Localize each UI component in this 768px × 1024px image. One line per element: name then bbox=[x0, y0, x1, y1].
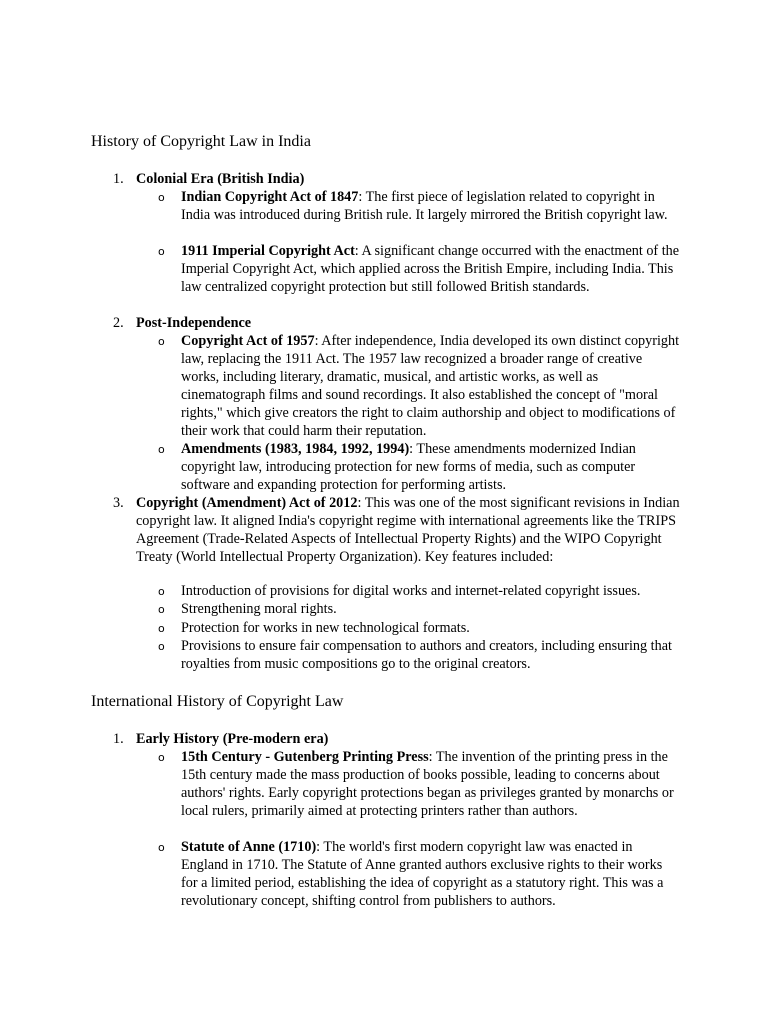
bullet-circle-icon: o bbox=[158, 585, 165, 598]
sub-item-bold: 1911 Imperial Copyright Act bbox=[181, 243, 355, 259]
list-item-title bbox=[136, 730, 681, 748]
sub-item-bold: Amendments (1983, 1984, 1992, 1994) bbox=[181, 441, 410, 457]
sub-item-text: : The world's first modern copyright law was enacted in England in 1710. The Statute of Anne granted authors exclusive rights to their works for a limited period, establishing the idea of copyright as a statutory right. This was a revolutionary concept, shifting control from publishers to authors. bbox=[181, 839, 664, 909]
list-item-title-bold: Early History (Pre-modern era) bbox=[136, 731, 329, 747]
bullet-circle-icon: o bbox=[158, 841, 165, 854]
section-heading-international: International History of Copyright Law bbox=[91, 693, 344, 710]
list-number: 1. bbox=[113, 171, 124, 187]
bullet-circle-icon: o bbox=[158, 443, 165, 456]
sub-list-item bbox=[181, 188, 681, 224]
sub-list-item bbox=[181, 440, 681, 494]
sub-item-bold: 15th Century - Gutenberg Printing Press bbox=[181, 749, 429, 765]
bullet-circle-icon: o bbox=[158, 622, 165, 635]
sub-list-item bbox=[181, 332, 681, 440]
bullet-circle-icon: o bbox=[158, 640, 165, 653]
sub-list-item: Provisions to ensure fair compensation to authors and creators, including ensuring that royalties from music compositions go to the original creators. bbox=[181, 638, 672, 672]
sub-item-text: : A significant change occurred with the enactment of the Imperial Copyright Act, which applied across the British Empire, including India. This law centralized copyright protection but still followed British standards. bbox=[181, 243, 680, 295]
sub-item-bold: Copyright Act of 1957 bbox=[181, 333, 315, 349]
bullet-circle-icon: o bbox=[158, 245, 165, 258]
sub-list-item: Strengthening moral rights. bbox=[181, 601, 337, 617]
list-item-title-bold: Colonial Era (British India) bbox=[136, 171, 305, 187]
sub-list-item bbox=[181, 242, 681, 296]
sub-item-bold: Indian Copyright Act of 1847 bbox=[181, 189, 359, 205]
list-item-title bbox=[136, 494, 681, 566]
sub-item-text: : After independence, India developed its own distinct copyright law, replacing the 1911 Act. The 1957 law recognized a broader range of creative works, including literary, dramatic, musical, and artistic works, as well as cinematograph films and sound recordings. It also established the concept of "moral rights," which give creators the right to claim authorship and object to modifications of their work that could harm their reputation. bbox=[181, 333, 680, 439]
list-number: 3. bbox=[113, 495, 124, 511]
list-item-title-text: : This was one of the most significant revisions in Indian copyright law. It aligned India's copyright regime with international agreements like the TRIPS Agreement (Trade-Related Aspects of Intellectual Property Rights) and the WIPO Copyright Treaty (World Intellectual Property Organization). Key features included: bbox=[136, 495, 680, 565]
section-heading-india: History of Copyright Law in India bbox=[91, 133, 311, 150]
list-item-title-bold: Copyright (Amendment) Act of 2012 bbox=[136, 495, 358, 511]
bullet-circle-icon: o bbox=[158, 191, 165, 204]
sub-item-bold: Statute of Anne (1710) bbox=[181, 839, 317, 855]
bullet-circle-icon: o bbox=[158, 335, 165, 348]
sub-item-text: : These amendments modernized Indian copyright law, introducing protection for new forms of media, such as computer software and expanding protection for performing artists. bbox=[181, 441, 636, 493]
list-number: 1. bbox=[113, 731, 124, 747]
bullet-circle-icon: o bbox=[158, 751, 165, 764]
sub-list-item: Protection for works in new technological formats. bbox=[181, 620, 470, 636]
sub-list-item bbox=[181, 838, 681, 910]
bullet-circle-icon: o bbox=[158, 603, 165, 616]
list-item-title bbox=[136, 314, 681, 332]
list-item-title-bold: Post-Independence bbox=[136, 315, 252, 331]
sub-list-item bbox=[181, 748, 681, 820]
list-number: 2. bbox=[113, 315, 124, 331]
sub-list-item: Introduction of provisions for digital works and internet-related copyright issues. bbox=[181, 583, 641, 599]
sub-item-text: : The invention of the printing press in the 15th century made the mass production of books possible, leading to concerns about authors' rights. Early copyright protections began as privileges granted by monarchs or local rulers, primarily aimed at protecting printers rather than authors. bbox=[181, 749, 674, 819]
list-item-title bbox=[136, 170, 681, 188]
sub-item-text: : The first piece of legislation related to copyright in India was introduced during British rule. It largely mirrored the British copyright law. bbox=[181, 189, 668, 223]
